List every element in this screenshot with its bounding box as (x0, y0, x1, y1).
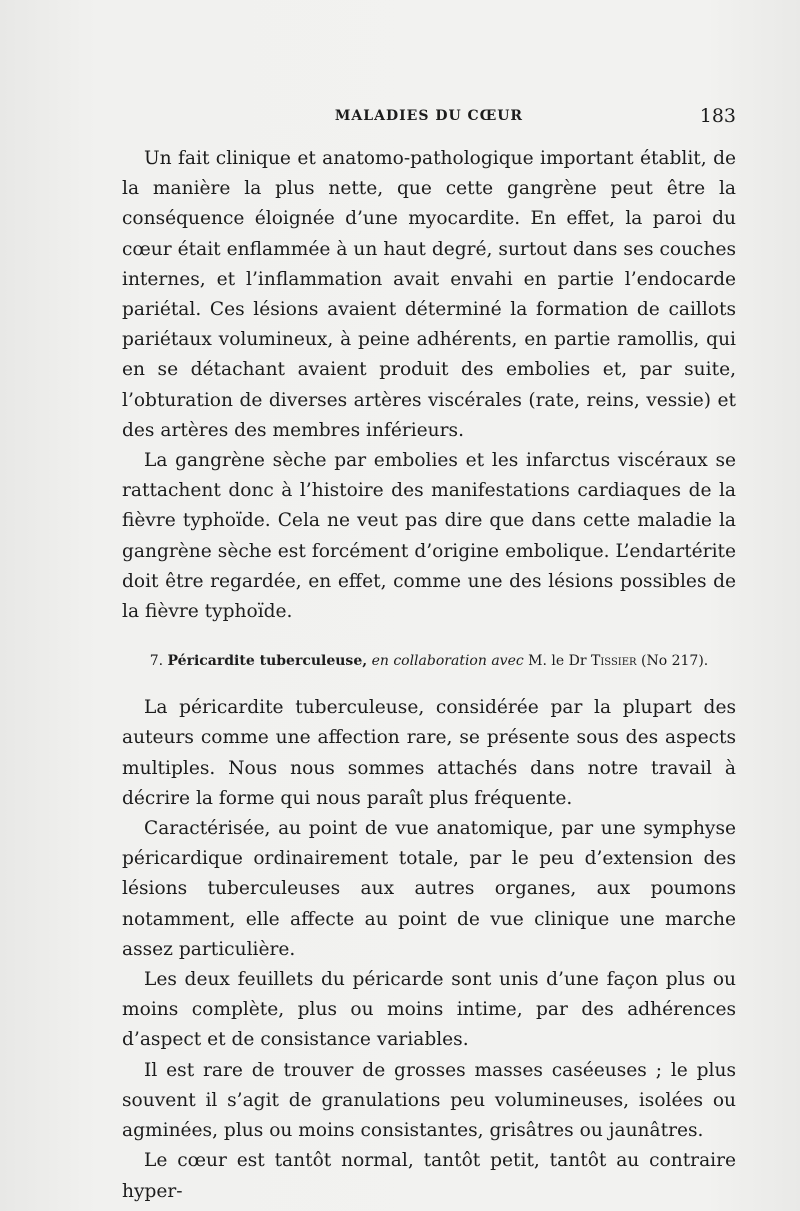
section-ref: (No 217). (641, 653, 709, 670)
section-author-name: Tissier (590, 653, 637, 670)
body-text (122, 144, 736, 1207)
section-heading (122, 651, 736, 671)
section-title: Péricardite tuberculeuse, (167, 653, 368, 670)
paragraph: La péricardite tuberculeuse, considérée par la plupart des auteurs comme une affection rare, se présente sous des aspects multiples. Nous nous sommes attachés dans notre travail à décrire la forme qui nous paraît plus fréquente. (122, 697, 736, 809)
section-author-prefix: M. le Dr (528, 653, 587, 670)
section-number: 7. (149, 653, 164, 670)
paragraph: Le cœur est tantôt normal, tantôt petit, tantôt au contraire hyper- (122, 1150, 736, 1202)
paragraph: Un fait clinique et anatomo-pathologique important établit, de la manière la plus nette, que cette gangrène peut être la conséquence éloignée d’une myocardite. En effet, la paroi du cœur était enflammée à un haut degré, surtout dans ses couches internes, et l’inflammation avait envahi en partie l’endocarde pariétal. Ces lésions avaient déterminé la formation de caillots pariétaux volumineux, à peine adhérents, en partie ramollis, qui en se détachant avaient produit des embolies et, par suite, l’obturation de diverses artères viscérales (rate, reins, vessie) et des artères des membres inférieurs. (122, 148, 736, 441)
running-title: MALADIES DU CŒUR (334, 108, 524, 124)
paragraph: Caractérisée, au point de vue anatomique, par une symphyse péricardique ordinairement totale, par le peu d’extension des lésions tuberculeuses aux autres organes, aux poumons notamment, elle affecte au point de vue clinique une marche assez particulière. (122, 818, 736, 960)
running-head (122, 105, 736, 134)
page-number: 183 (699, 105, 736, 127)
paragraph: Les deux feuillets du péricarde sont unis d’une façon plus ou moins complète, plus ou moins intime, par des adhérences d’aspect et de consistance variables. (122, 969, 736, 1051)
paragraph: Il est rare de trouver de grosses masses caséeuses ; le plus souvent il s’agit de granulations peu volumineuses, isolées ou agminées, plus ou moins consistantes, grisâtres ou jaunâtres. (122, 1059, 736, 1142)
paragraph: La gangrène sèche par embolies et les infarctus viscéraux se rattachent donc à l’histoire des manifestations cardiaques de la fièvre typhoïde. Cela ne veut pas dire que dans cette maladie la gangrène sèche est forcément d’origine embolique. L’endartérite doit être regardée, en effet, comme une des lésions possibles de la fièvre typhoïde. (122, 450, 736, 623)
section-collab: en collaboration avec (371, 653, 524, 670)
